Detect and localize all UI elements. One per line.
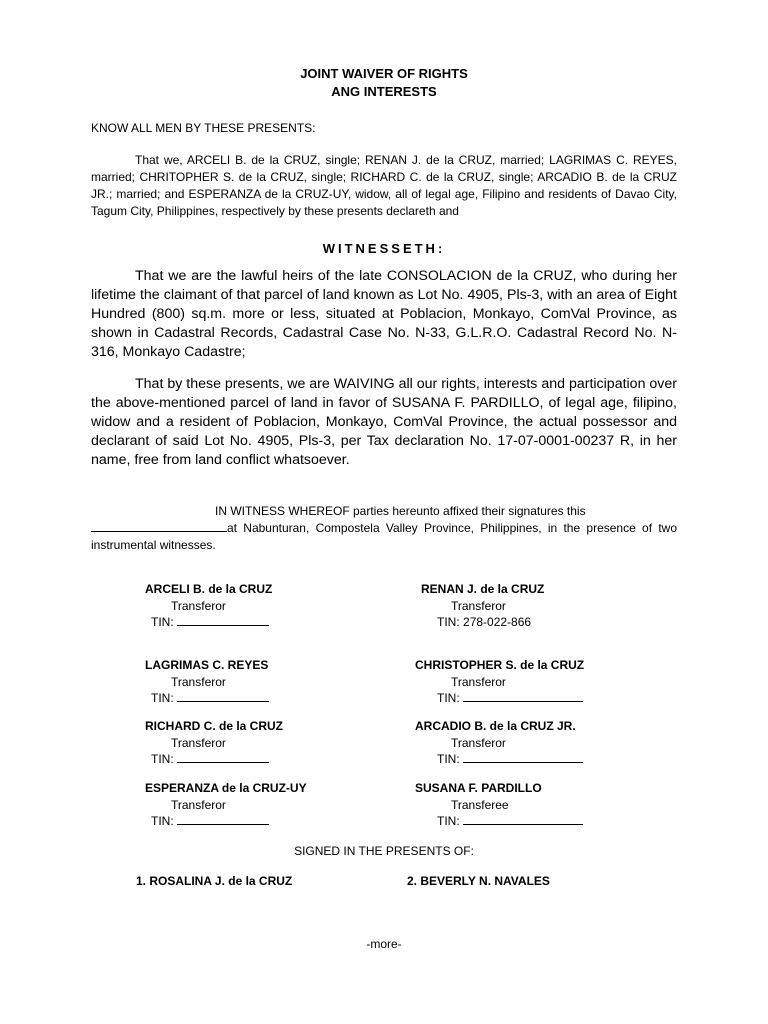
signatory-tin: TIN: [415, 690, 584, 707]
signatory-tin: TIN: [415, 813, 583, 830]
signatory-role: Transferor [171, 797, 226, 812]
signatory-name: LAGRIMAS C. REYES [145, 658, 269, 672]
tin-blank-line [463, 762, 583, 763]
signatory-name: ARCADIO B. de la CRUZ JR. [415, 719, 576, 733]
signatory-tin: TIN: [145, 614, 272, 631]
signatory-role: Transferee [451, 797, 509, 812]
signatory-name: RICHARD C. de la CRUZ [145, 719, 284, 733]
heirs-paragraph: That we are the lawful heirs of the late CONSOLACION de la CRUZ, who during her lifetime the claimant of that parcel of land known as Lot No. 4905, Pls-3, with an area of Eight Hundred (800) sq.m. more or less, situated at Poblacion, Monkayo, ComVal Province, as shown in Cadastral Records, Cadastral Case No. N-33, G.L.R.O. Cadastral Record No. N-316, Monkayo Cadastre; [91, 268, 677, 360]
signatory-role: Transferor [171, 674, 226, 689]
waiving-paragraph: That by these presents, we are WAIVING all our rights, interests and participation over the above-mentioned parcel of land in favor of SUSANA F. PARDILLO, of legal age, filipino, widow and a resident of Poblacion, Monkayo, ComVal Province, the actual possessor and declarant of said Lot No. 4905, Pls-3, per Tax declaration No. 17-07-0001-00237 R, in her name, free from land conflict whatsoever. [91, 376, 677, 468]
tin-blank-line [463, 701, 583, 702]
signatory-name: SUSANA F. PARDILLO [415, 781, 542, 795]
signatory-role: Transferor [451, 735, 506, 750]
page-footer-more: -more- [366, 937, 402, 951]
signatory-block [145, 657, 269, 707]
tin-value: 278-022-866 [463, 615, 532, 629]
signatory-role: Transferor [171, 735, 226, 750]
know-all-men-heading: KNOW ALL MEN BY THESE PRESENTS: [91, 121, 316, 135]
signatory-block [415, 780, 583, 830]
signatory-block [421, 581, 544, 631]
document-subtitle: ANG INTERESTS [331, 84, 437, 99]
signatory-name: RENAN J. de la CRUZ [421, 582, 545, 596]
tin-blank-line [177, 762, 269, 763]
signatory-tin: TIN: 278-022-866 [437, 615, 532, 629]
witness-whereof-text-1: IN WITNESS WHEREOF parties hereunto affixed their signatures this [215, 504, 586, 518]
witness-name: 1. ROSALINA J. de la CRUZ [136, 874, 293, 888]
signatory-tin: TIN: [145, 813, 307, 830]
signatory-role: Transferor [451, 598, 506, 613]
signatory-name: ESPERANZA de la CRUZ-UY [145, 781, 307, 795]
witness-whereof-text-2: at Nabunturan, Compostela Valley Province, Philippines, in the presence of two instrumental witnesses. [91, 521, 677, 552]
signatory-block [145, 581, 272, 631]
signed-in-presence-heading: SIGNED IN THE PRESENTS OF: [294, 844, 474, 858]
tin-blank-line [177, 625, 269, 626]
signatory-role: Transferor [451, 674, 506, 689]
tin-blank-line [463, 824, 583, 825]
signatory-name: ARCELI B. de la CRUZ [145, 582, 273, 596]
signatory-tin: TIN: [145, 690, 269, 707]
signatory-tin: TIN: [145, 751, 283, 768]
signatory-block [145, 780, 307, 830]
date-blank-line [91, 531, 227, 532]
signatory-block [415, 657, 584, 707]
witnesseth-heading: WITNESSETH: [322, 241, 446, 256]
witness-name: 2. BEVERLY N. NAVALES [407, 874, 550, 888]
signatory-block [415, 718, 583, 768]
tin-blank-line [177, 701, 269, 702]
signatory-block [145, 718, 283, 768]
document-title: JOINT WAIVER OF RIGHTS [300, 66, 468, 81]
tin-blank-line [177, 824, 269, 825]
signatory-name: CHRISTOPHER S. de la CRUZ [415, 658, 585, 672]
witness-whereof-paragraph [91, 503, 677, 554]
intro-paragraph: That we, ARCELI B. de la CRUZ, single; RENAN J. de la CRUZ, married; LAGRIMAS C. REYES, married; CHRITOPHER S. de la CRUZ, single; RICHARD C. de la CRUZ, single; ARCADIO B. de la CRUZ JR.; married; and ESPERANZA de la CRUZ-UY, widow, all of legal age, Filipino and residents of Davao City, Tagum City, Philippines, respectively by these presents declareth and [91, 153, 677, 218]
signatory-tin: TIN: [415, 751, 583, 768]
signatory-role: Transferor [171, 598, 226, 613]
